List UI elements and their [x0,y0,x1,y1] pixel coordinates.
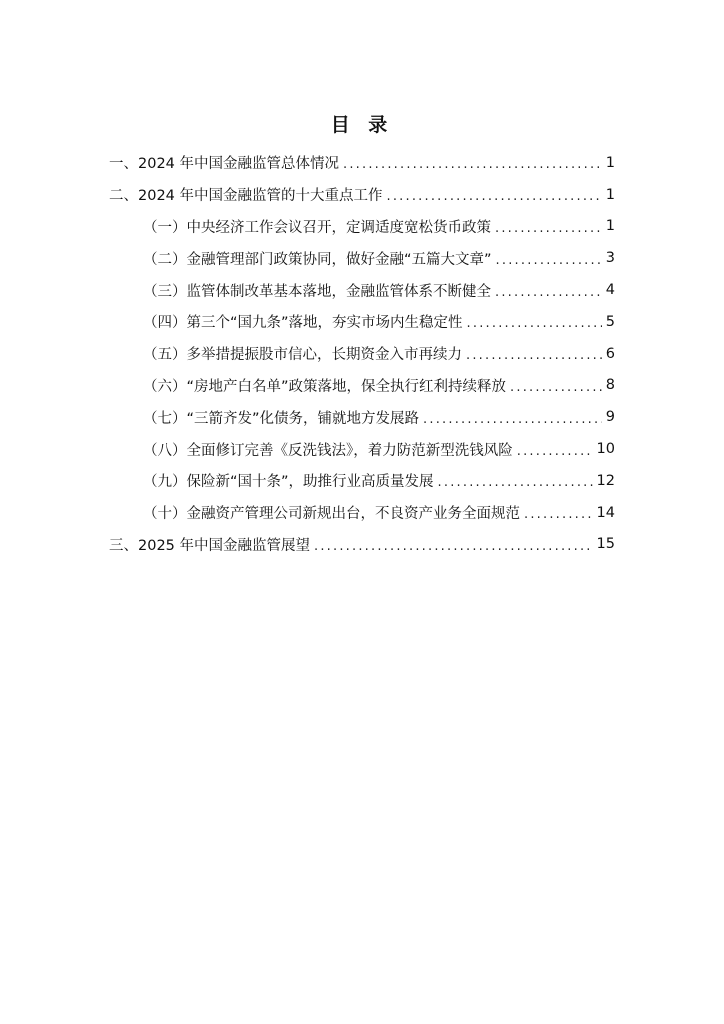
toc-entry[interactable] [109,497,615,529]
toc-entry[interactable] [109,211,615,243]
toc-dot-leader [467,316,602,331]
toc-entry-text: （四）第三个“国九条”落地，夯实市场内生稳定性 [143,315,463,332]
toc-entry-page: 9 [605,409,615,426]
toc-entry-text: （二）金融管理部门政策协同，做好金融“五篇大文章” [143,251,492,268]
toc-list [109,147,615,560]
toc-entry[interactable] [109,147,615,179]
toc-entry-page: 12 [596,472,615,489]
toc-dot-leader [343,157,602,172]
toc-entry-text: （九）保险新“国十条”，助推行业高质量发展 [143,474,434,491]
toc-entry-text: （六）“房地产白名单”政策落地，保全执行红利持续释放 [143,378,507,395]
toc-entry[interactable] [109,529,615,561]
toc-entry[interactable] [109,179,615,211]
toc-entry[interactable] [109,242,615,274]
toc-entry-page: 3 [605,250,615,267]
toc-entry[interactable] [109,274,615,306]
toc-dot-leader [387,189,602,204]
toc-entry-page: 6 [605,345,615,362]
toc-entry-page: 1 [605,186,615,203]
toc-entry-page: 5 [605,313,615,330]
toc-dot-leader [438,475,593,490]
toc-entry-page: 10 [596,441,615,458]
toc-dot-leader [517,444,593,459]
toc-entry-text: 三、2025 年中国金融监管展望 [109,537,311,554]
toc-dot-leader [524,507,593,522]
toc-dot-leader [314,539,593,554]
toc-entry[interactable] [109,433,615,465]
toc-entry-page: 15 [596,536,615,553]
toc-entry-text: 一、2024 年中国金融监管总体情况 [109,156,340,173]
toc-dot-leader [496,253,602,268]
toc-entry-page: 8 [605,377,615,394]
toc-entry-text: （五）多举措提振股市信心，长期资金入市再续力 [143,347,462,364]
toc-entry-text: （十）金融资产管理公司新规出台，不良资产业务全面规范 [143,506,520,523]
toc-entry-text: （七）“三箭齐发”化债务，铺就地方发展路 [143,410,420,427]
toc-entry-page: 14 [596,504,615,521]
toc-dot-leader [423,412,602,427]
toc-title: 目 录 [330,114,394,136]
toc-entry[interactable] [109,401,615,433]
toc-entry-page: 1 [605,218,615,235]
toc-entry-page: 1 [605,154,615,171]
toc-entry-text: （八）全面修订完善《反洗钱法》，着力防范新型洗钱风险 [143,442,513,459]
toc-dot-leader [510,380,602,395]
toc-entry[interactable] [109,465,615,497]
toc-entry-text: （三）监管体制改革基本落地，金融监管体系不断健全 [143,283,491,300]
toc-entry[interactable] [109,338,615,370]
toc-entry-text: 二、2024 年中国金融监管的十大重点工作 [109,188,383,205]
toc-dot-leader [466,348,602,363]
toc-entry-page: 4 [605,282,615,299]
toc-dot-leader [495,285,602,300]
toc-dot-leader [495,221,602,236]
toc-entry[interactable] [109,370,615,402]
toc-entry[interactable] [109,306,615,338]
toc-entry-text: （一）中央经济工作会议召开，定调适度宽松货币政策 [143,219,491,236]
